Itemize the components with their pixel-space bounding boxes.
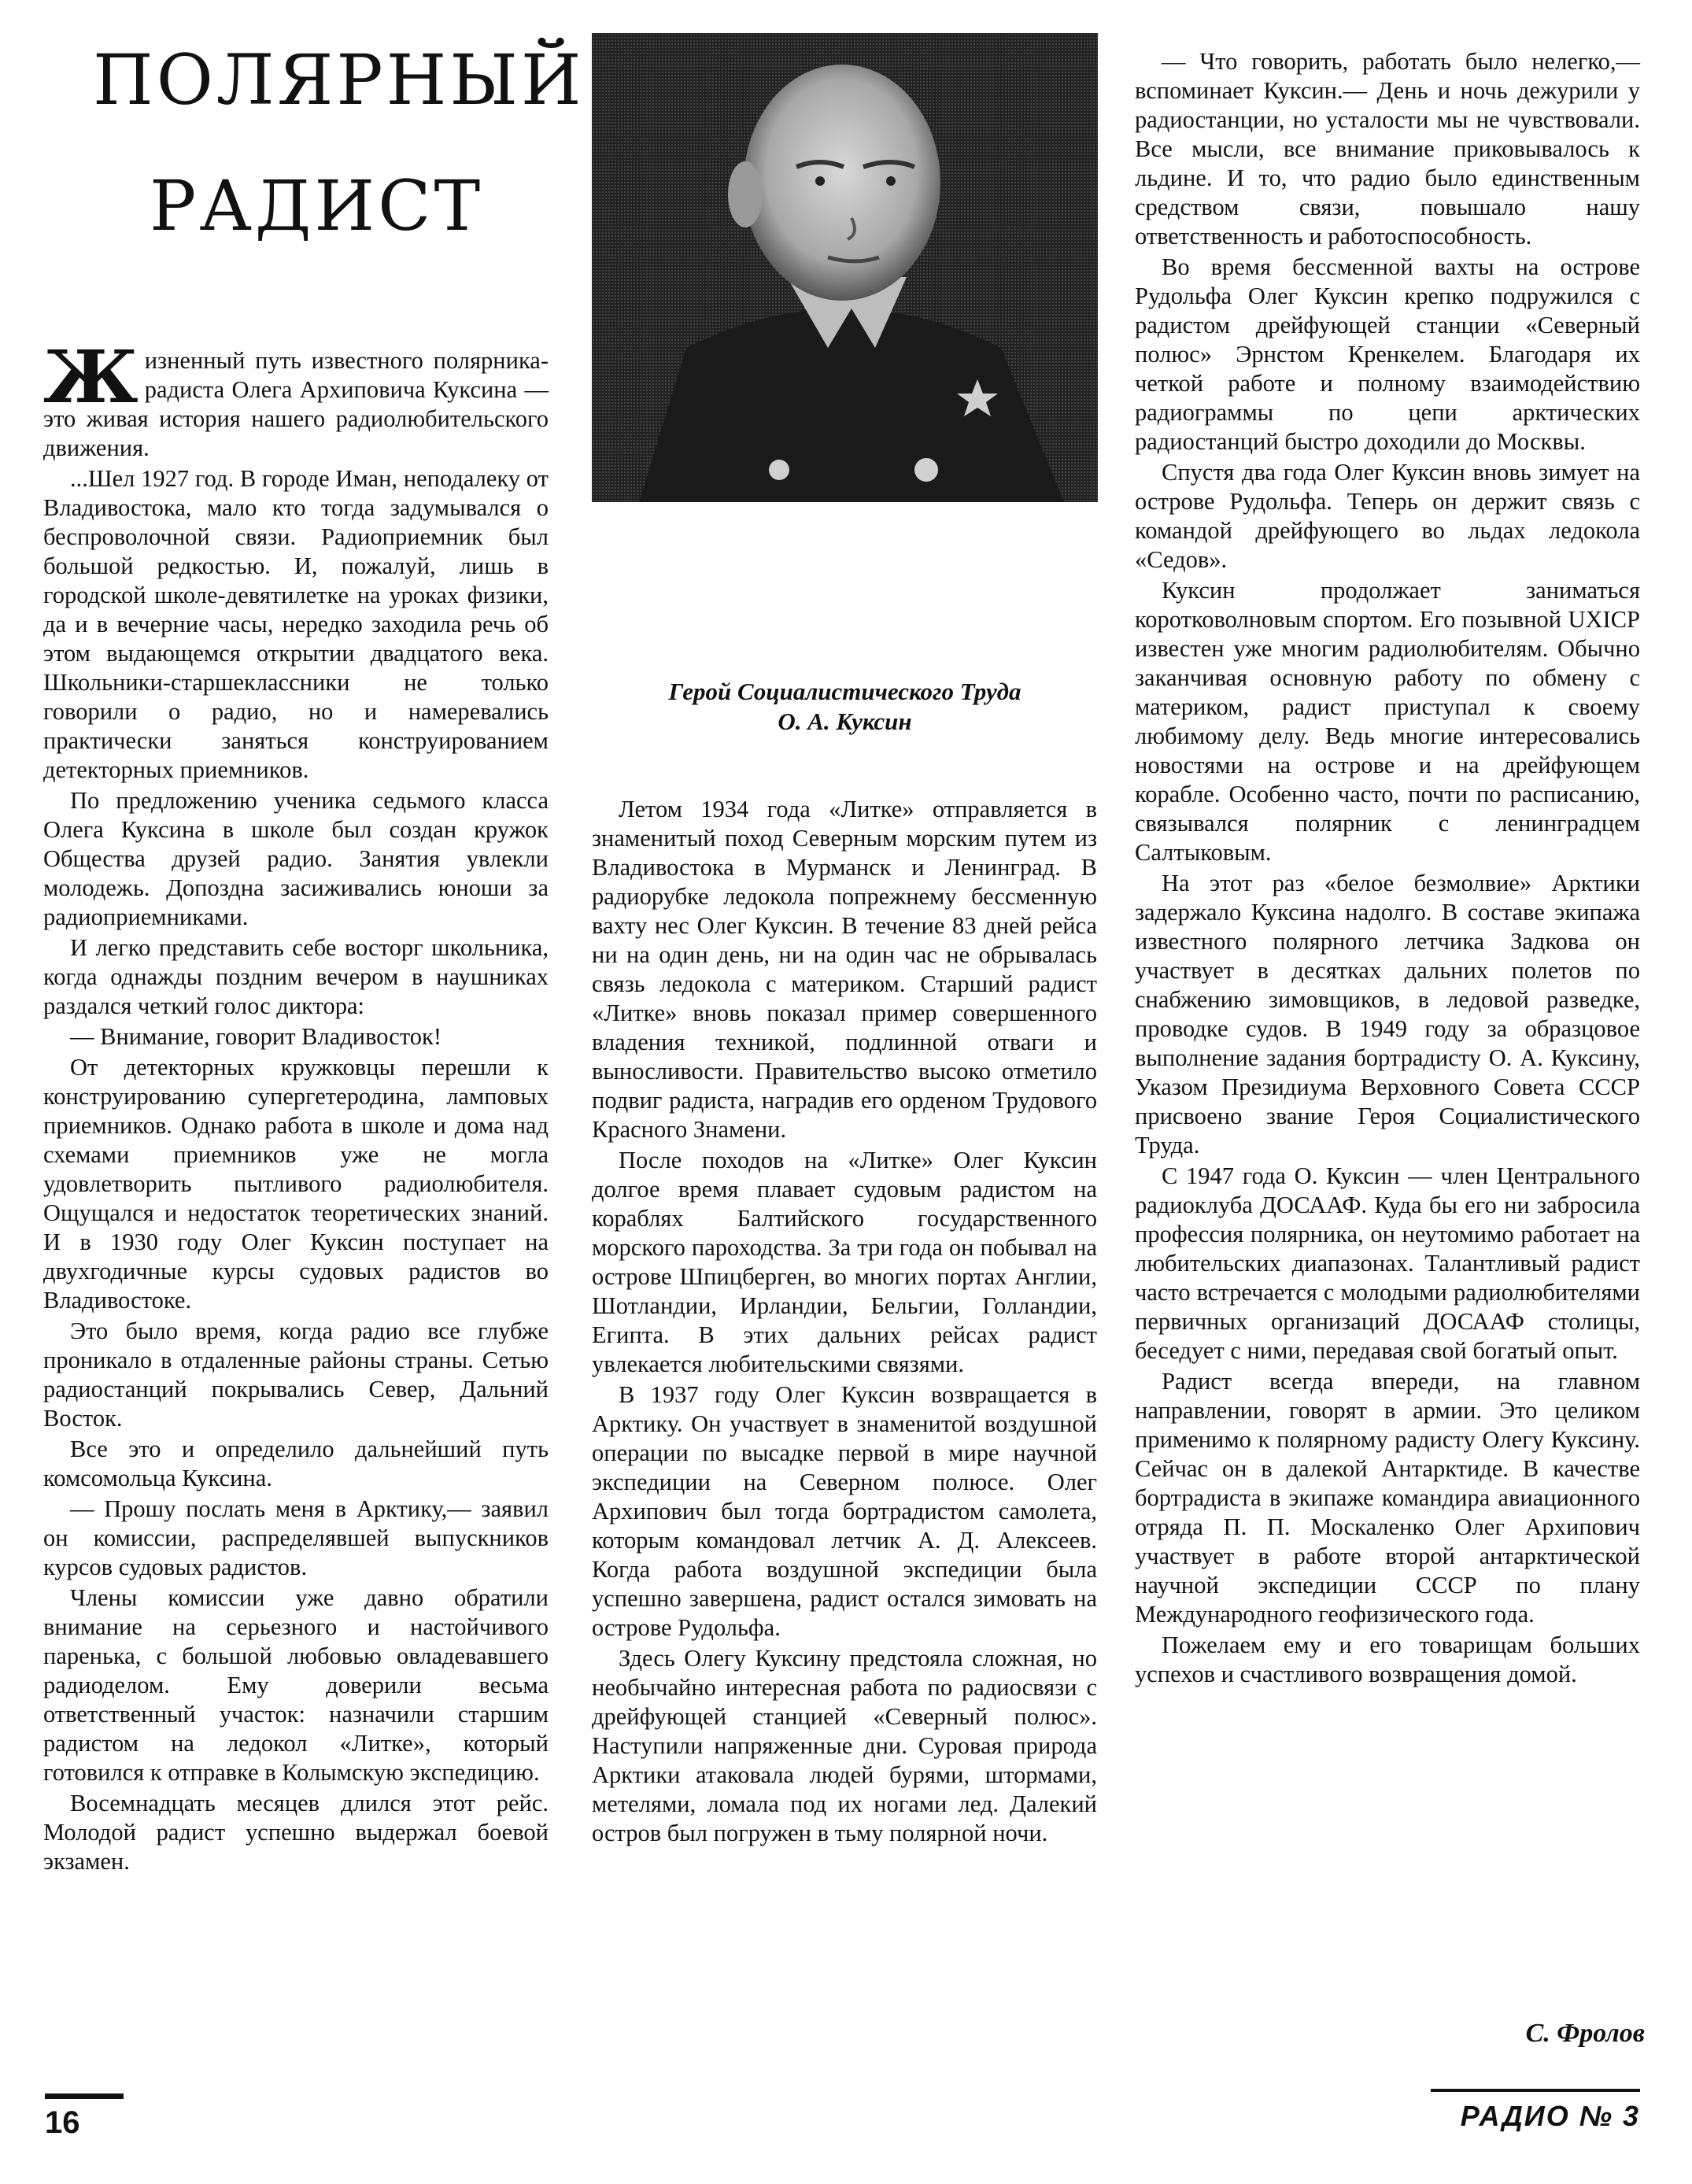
paragraph: — Прошу послать меня в Арктику,— заявил он комиссии, распределявшей выпускников курсов судовых радистов. (43, 1495, 549, 1580)
magazine-issue: РАДИО № 3 (1460, 2100, 1640, 2132)
paragraph: Пожелаем ему и его товарищам больших успехов и счастливого возвращения домой. (1135, 1632, 1640, 1687)
button-icon (914, 458, 938, 482)
paragraph: Спустя два года Олег Куксин вновь зимует на острове Рудольфа. Теперь он держит связь с командой дрейфующего во льдах ледокола «Седов». (1135, 459, 1640, 573)
footer-rule-left (45, 2093, 124, 2099)
paragraph: — Что говорить, работать было нелегко,— вспоминает Куксин.— День и ночь дежурили у радиостанции, но усталости мы не чувствовали. Все мысли, все внимание приковывалось к льдине. И то, что радио было единственным средством связи, повышало нашу ответственность и работоспособность. (1135, 48, 1640, 249)
paragraph: Здесь Олегу Куксину предстояла сложная, но необычайно интересная работа по радиосвязи с дрейфующей станцией «Северный полюс». Наступили напряженные дни. Суровая природа Арктики атаковала людей бурями, штормами, метелями, ломала под их ногами лед. Далекий остров был погружен в тьму полярной ночи. (592, 1645, 1097, 1846)
author-signature: С. Фролов (1525, 2019, 1645, 2048)
paragraph: По предложению ученика седьмого класса Олега Куксина в школе был создан кружок Общества друзей радио. Занятия увлекли молодежь. Допоздна засиживались юноши за радиоприемниками. (43, 787, 549, 930)
paragraph: С 1947 года О. Куксин — член Центрального радиоклуба ДОСААФ. Куда бы его ни забросила профессия полярника, он неутомимо работает на любительских диапазонах. Талантливый радист часто встречается с молодыми радиолюбителями первичных организаций ДОСААФ столицы, беседует с ними, передавая свой богатый опыт. (1135, 1162, 1640, 1364)
article-title-line1: ПОЛЯРНЫЙ (93, 39, 585, 120)
paragraph: От детекторных кружковцы перешли к конструированию супергетеродина, ламповых приемников. Однако работа в школе и дома над схемами приемников уже не могла удовлетворить пытливого радиолюбителя. Ощущался и недостаток теоретических знаний. И в 1930 году Олег Куксин поступает на двухгодичные курсы судовых радистов во Владивостоке. (43, 1054, 549, 1314)
button-icon (769, 460, 789, 480)
paragraph: Восемнадцать месяцев длился этот рейс. Молодой радист успешно выдержал боевой экзамен. (43, 1790, 549, 1875)
page-number: 16 (45, 2105, 80, 2140)
footer-rule-right (1431, 2089, 1640, 2092)
article-column-3 (1135, 47, 1640, 1691)
paragraph: В 1937 году Олег Куксин возвращается в Арктику. Он участвует в знаменитой воздушной операции по высадке первой в мире научной экспедиции на Северном полюсе. Олег Архипович был тогда бортрадистом самолета, которым командовал летчик А. Д. Алексеев. Когда работа воздушной экспедиции была успешно завершена, радист остался зимовать на острове Рудольфа. (592, 1381, 1097, 1641)
paragraph: Во время бессменной вахты на острове Рудольфа Олег Куксин крепко подружился с радистом дрейфующей станции «Северный полюс» Эрнстом Кренкелем. Благодаря их четкой работе и полному взаимодействию радиограммы по цепи арктических радиостанций быстро доходили до Москвы. (1135, 253, 1640, 455)
paragraph: Это было время, когда радио все глубже проникало в отдаленные районы страны. Сетью радиостанций покрывались Север, Дальний Восток. (43, 1317, 549, 1432)
ear-shape (728, 161, 763, 227)
paragraph: ...Шел 1927 год. В городе Иман, неподалеку от Владивостока, мало кто тогда задумывался о беспроволочной связи. Радиоприемник был большой редкостью. И, пожалуй, лишь в городской школе-девятилетке на уроках физики, да и в вечерние часы, нередко заходила речь об этом выдающемся открытии двадцатого века. Школьники-старшеклассники не только говорили о радио, но и намеревались практически заняться конструированием детекторных приемников. (43, 465, 549, 783)
paragraph: На этот раз «белое безмолвие» Арктики задержало Куксина надолго. В составе экипажа известного полярного летчика Задкова он участвует в десятках дальних полетов по снабжению зимовщиков, в ледовой разведке, проводке судов. В 1949 году за образцовое выполнение задания бортрадисту О. А. Куксину, Указом Президиума Верховного Совета СССР присвоено звание Героя Социалистического Труда. (1135, 870, 1640, 1159)
caption-line1: Герой Социалистического Труда (668, 678, 1021, 705)
paragraph: И легко представить себе восторг школьника, когда однажды поздним вечером в наушниках раздался четкий голос диктора: (43, 934, 549, 1019)
article-title-line2: РАДИСТ (150, 165, 484, 246)
article-column-1 (43, 334, 549, 1878)
article-column-2 (592, 795, 1097, 1850)
face-shape (744, 65, 940, 301)
paragraph: После походов на «Литке» Олег Куксин долгое время плавает судовым радистом на кораблях Балтийского государственного морского пароходства. За три года он побывал на острове Шпицберген, во многих портах Англии, Шотландии, Ирландии, Бельгии, Голландии, Египта. В этих дальних рейсах радист увлекается любительскими связями. (592, 1147, 1097, 1377)
paragraph: — Внимание, говорит Владивосток! (70, 1023, 441, 1050)
photo-caption (592, 677, 1098, 737)
portrait-image (592, 33, 1098, 502)
caption-line2: О. А. Куксин (778, 708, 912, 735)
paragraph: Куксин продолжает заниматься коротковолновым спортом. Его позывной UXICP известен уже многим радиолюбителям. Обычно заканчивая основную работу по обмену с материком, радист приступал к своему любимому делу. Ведь многие интересовались новостями на острове и на дрейфующем корабле. Особенно часто, почти по расписанию, связывался полярник с ленинградцем Салтыковым. (1135, 577, 1640, 866)
paragraph: Все это и определило дальнейший путь комсомольца Куксина. (43, 1436, 549, 1491)
paragraph: Жизненный путь известного полярника-радиста Олега Архиповича Куксина — это живая история нашего радиолюбительского движения. (43, 334, 549, 461)
paragraph: Радист всегда впереди, на главном направлении, говорят в армии. Это целиком применимо к полярному радисту Олегу Куксину. Сейчас он в далекой Антарктиде. В качестве бортрадиста в экипаже командира авиационного отряда П. П. Москаленко Олег Архипович участвует в работе второй антарктической научной экспедиции СССР по плану Международного геофизического года. (1135, 1368, 1640, 1628)
paragraph: Члены комиссии уже давно обратили внимание на серьезного и настойчивого паренька, с большой любовью овладевавшего радиоделом. Ему доверили весьма ответственный участок: назначили старшим радистом на ледокол «Литке», который готовился к отправке в Колымскую экспедицию. (43, 1584, 549, 1786)
drop-cap: Ж (43, 334, 139, 419)
paragraph: Летом 1934 года «Литке» отправляется в знаменитый поход Северным морским путем из Владивостока в Мурманск и Ленинград. В радиорубке ледокола попрежнему бессменную вахту нес Олег Куксин. В течение 83 дней рейса ни на один день, ни на один час не обрывалась связь ледокола с материком. Старший радист «Литке» вновь показал пример совершенного владения техникой, подлинной отваги и выносливости. Правительство высоко отметило подвиг радиста, наградив его орденом Трудового Красного Знамени. (592, 796, 1097, 1143)
portrait-photo (592, 33, 1098, 502)
